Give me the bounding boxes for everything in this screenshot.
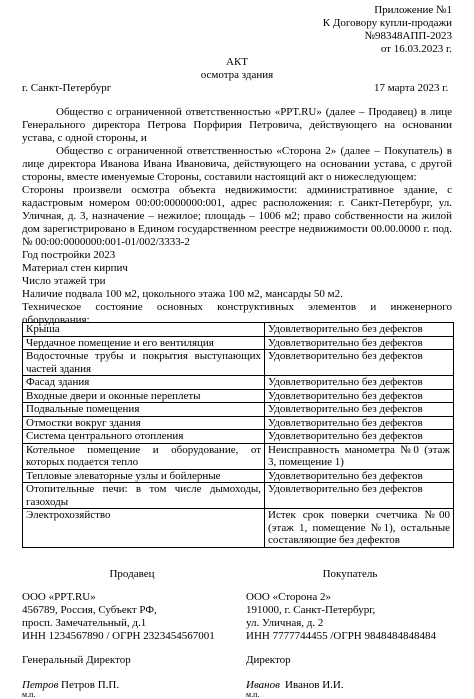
act-date: 17 марта 2023 г.: [374, 82, 449, 94]
seller-address-line1: 456789, Россия, Субъект РФ,: [22, 604, 157, 616]
element-cell: Электрохозяйство: [23, 509, 265, 548]
state-cell: Удовлетворительно без дефектов: [265, 469, 454, 483]
buyer-address-line1: 191000, г. Санкт-Петербург,: [246, 604, 376, 616]
buyer-position: Директор: [246, 654, 291, 666]
seller-position: Генеральный Директор: [22, 654, 131, 666]
table-row: [23, 509, 454, 548]
table-row: [23, 430, 454, 444]
object-paragraph: Стороны произвели осмотра объекта недвижимости: административное здание, с кадастровым номером 00:00:0000000:001, адрес расположения: г. Санкт-Петербург, ул. Уличная, д. 3, назначение – нежилое; площадь – 1006 м2; право собственности на жилой дом зарегистрировано в Едином государственном реестре недвижимости 00.00.0000 г. под. № 00:00:0000000:001-01/002/3333-2: [22, 184, 452, 248]
appendix-contract: К Договору купли-продажи: [322, 17, 452, 29]
state-cell: Удовлетворительно без дефектов: [265, 350, 454, 376]
element-cell: Тепловые элеваторные узлы и бойлерные: [23, 469, 265, 483]
buyer-fullname: Иванов И.И.: [285, 679, 344, 691]
year-built: Год постройки 2023: [22, 249, 116, 261]
table-row: [23, 443, 454, 469]
table-row: [23, 323, 454, 337]
table-row: [23, 376, 454, 390]
state-cell: Удовлетворительно без дефектов: [265, 416, 454, 430]
element-cell: Отопительные печи: в том числе дымоходы, газоходы: [23, 483, 265, 509]
element-cell: Входные двери и оконные переплеты: [23, 389, 265, 403]
element-cell: Водосточные трубы и покрытия выступающих частей здания: [23, 350, 265, 376]
buyer-stamp: м.п.: [246, 690, 260, 699]
table-row: [23, 469, 454, 483]
condition-table: [22, 322, 454, 548]
appendix-date: от 16.03.2023 г.: [380, 43, 452, 55]
table-row: [23, 403, 454, 417]
appendix-contract-number: №98348АПП-2023: [364, 30, 452, 42]
tech-state-intro: Техническое состояние основных конструктивных элементов и инженерного оборудования:: [22, 301, 452, 326]
element-cell: Крыша: [23, 323, 265, 337]
state-cell: Удовлетворительно без дефектов: [265, 389, 454, 403]
seller-signature: Петров: [22, 679, 59, 691]
seller-paragraph: Общество с ограниченной ответственностью «PPT.RU» (далее – Продавец) в лице Генерального директора Петрова Порфирия Петровича, действующего на основании устава, с одной стороны, и: [22, 106, 452, 144]
element-cell: Система центрального отопления: [23, 430, 265, 444]
element-cell: Фасад здания: [23, 376, 265, 390]
document-subtitle: осмотра здания: [200, 69, 274, 81]
state-cell: Удовлетворительно без дефектов: [265, 483, 454, 509]
wall-material: Материал стен кирпич: [22, 262, 128, 274]
seller-fullname: Петров П.П.: [61, 679, 120, 691]
element-cell: Отмостки вокруг здания: [23, 416, 265, 430]
document-title: АКТ: [226, 56, 248, 68]
seller-address-line2: просп. Замечательный, д.1: [22, 617, 147, 629]
table-row: [23, 350, 454, 376]
state-cell: Удовлетворительно без дефектов: [265, 376, 454, 390]
floor-count: Число этажей три: [22, 275, 106, 287]
buyer-signature: Иванов: [246, 679, 280, 691]
buyer-address-line2: ул. Уличная, д. 2: [246, 617, 324, 629]
buyer-name: ООО «Сторона 2»: [246, 591, 331, 603]
seller-stamp: м.п.: [22, 690, 36, 699]
seller-ids: ИНН 1234567890 / ОГРН 2323454567001: [22, 630, 215, 642]
state-cell: Удовлетворительно без дефектов: [265, 430, 454, 444]
table-row: [23, 389, 454, 403]
appendix-number: Приложение №1: [374, 4, 452, 16]
state-cell: Удовлетворительно без дефектов: [265, 336, 454, 350]
element-cell: Подвальные помещения: [23, 403, 265, 417]
buyer-ids: ИНН 7777744455 /ОГРН 9848484848484: [246, 630, 437, 642]
state-cell: Удовлетворительно без дефектов: [265, 403, 454, 417]
table-row: [23, 416, 454, 430]
state-cell: Неисправность манометра №0 (этаж 3, помещение 1): [265, 443, 454, 469]
state-cell: Удовлетворительно без дефектов: [265, 323, 454, 337]
state-cell: Истек срок поверки счетчика №00 (этаж 1, помещение №1), остальные составляющие без дефектов: [265, 509, 454, 548]
element-cell: Котельное помещение и оборудование, от которых подается тепло: [23, 443, 265, 469]
element-cell: Чердачное помещение и его вентиляция: [23, 336, 265, 350]
table-row: [23, 336, 454, 350]
table-row: [23, 483, 454, 509]
seller-heading: Продавец: [109, 568, 155, 580]
buyer-heading: Покупатель: [322, 568, 378, 580]
basement-info: Наличие подвала 100 м2, цокольного этажа 100 м2, мансарды 50 м2.: [22, 288, 343, 300]
place: г. Санкт-Петербург: [22, 82, 112, 94]
buyer-paragraph: Общество с ограниченной ответственностью «Сторона 2» (далее – Покупатель) в лице директора Иванова Ивана Ивановича, действующего на основании устава, с другой стороны, вместе именуемые Стороны, составили настоящий акт о нижеследующем:: [22, 145, 452, 183]
seller-name: ООО «PPT.RU»: [22, 591, 96, 603]
